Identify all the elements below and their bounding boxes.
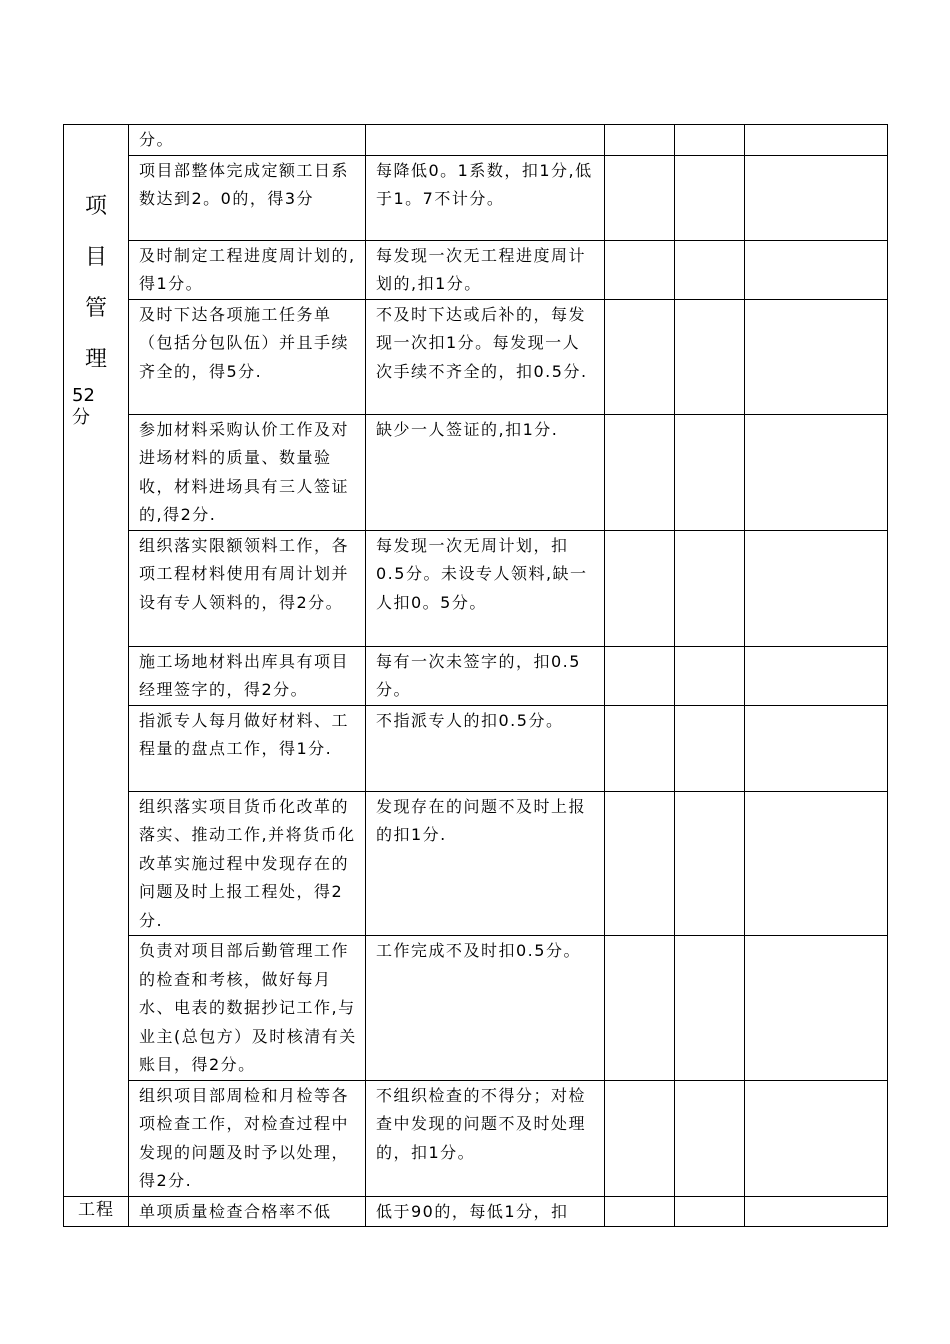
score-cell [675,125,745,156]
table-row [64,240,888,299]
standard-cell: 及时下达各项施工任务单（包括分包队伍）并且手续齐全的，得5分. [129,299,366,414]
table-row [64,705,888,791]
score-cell [675,1196,745,1227]
remark-cell [745,936,888,1081]
score-cell [605,530,675,646]
deduction-cell: 缺少一人签证的,扣1分. [366,414,605,530]
table-row [64,414,888,530]
score-cell [675,530,745,646]
category-score: 52 分 [72,385,95,428]
deduction-cell: 每发现一次无周计划，扣0.5分。未设专人领料,缺一人扣0。5分。 [366,530,605,646]
deduction-cell: 低于90的，每低1分，扣 [366,1196,605,1227]
standard-cell: 单项质量检查合格率不低 [129,1196,366,1227]
remark-cell [745,125,888,156]
deduction-cell [366,125,605,156]
standard-cell: 指派专人每月做好材料、工程量的盘点工作，得1分. [129,705,366,791]
score-cell [675,155,745,240]
standard-cell: 施工场地材料出库具有项目经理签字的，得2分。 [129,646,366,705]
standard-cell: 组织落实限额领料工作，各项工程材料使用有周计划并设有专人领料的，得2分。 [129,530,366,646]
score-cell [605,646,675,705]
category-cell [64,125,129,1197]
standard-cell: 组织落实项目货币化改革的落实、推动工作,并将货币化改革实施过程中发现存在的问题及时上报工程处，得2分. [129,791,366,936]
remark-cell [745,299,888,414]
score-cell [605,1196,675,1227]
deduction-cell: 不及时下达或后补的，每发现一次扣1分。每发现一人次手续不齐全的，扣0.5分. [366,299,605,414]
standard-cell: 及时制定工程进度周计划的,得1分。 [129,240,366,299]
table-row [64,155,888,240]
remark-cell [745,414,888,530]
standard-cell: 分。 [129,125,366,156]
remark-cell [745,791,888,936]
score-cell [605,240,675,299]
standard-cell: 负责对项目部后勤管理工作的检查和考核，做好每月水、电表的数据抄记工作,与业主(总包方）及时核清有关账目，得2分。 [129,936,366,1081]
score-cell [605,791,675,936]
score-cell [675,1080,745,1196]
score-cell [675,299,745,414]
score-cell [675,240,745,299]
standard-cell: 组织项目部周检和月检等各项检查工作，对检查过程中发现的问题及时予以处理，得2分. [129,1080,366,1196]
table-row [64,936,888,1081]
remark-cell [745,155,888,240]
deduction-cell: 每有一次未签字的，扣0.5分。 [366,646,605,705]
remark-cell [745,646,888,705]
score-cell [605,414,675,530]
score-cell [675,646,745,705]
deduction-cell: 每降低0。1系数，扣1分,低于1。7不计分。 [366,155,605,240]
score-cell [605,936,675,1081]
table-row [64,791,888,936]
assessment-table [63,124,888,1227]
next-category-cell: 工程 [64,1196,129,1227]
score-cell [675,705,745,791]
score-cell [605,155,675,240]
score-cell [675,791,745,936]
remark-cell [745,705,888,791]
score-cell [605,705,675,791]
remark-cell [745,1080,888,1196]
table-row [64,646,888,705]
deduction-cell: 工作完成不及时扣0.5分。 [366,936,605,1081]
score-cell [675,936,745,1081]
standard-cell: 参加材料采购认价工作及对进场材料的质量、数量验收，材料进场具有三人签证的,得2分. [129,414,366,530]
remark-cell [745,530,888,646]
table-row [64,1080,888,1196]
category-title: 项 目 管 理 [84,194,107,372]
remark-cell [745,240,888,299]
deduction-cell: 不组织检查的不得分；对检查中发现的问题不及时处理的，扣1分。 [366,1080,605,1196]
score-cell [605,1080,675,1196]
score-cell [675,414,745,530]
table-row [64,125,888,156]
deduction-cell: 不指派专人的扣0.5分。 [366,705,605,791]
deduction-cell: 每发现一次无工程进度周计划的,扣1分。 [366,240,605,299]
score-cell [605,125,675,156]
remark-cell [745,1196,888,1227]
score-cell [605,299,675,414]
table-row [64,1196,888,1227]
deduction-cell: 发现存在的问题不及时上报的扣1分. [366,791,605,936]
standard-cell: 项目部整体完成定额工日系数达到2。0的，得3分 [129,155,366,240]
assessment-table-page [63,124,887,1227]
table-row [64,530,888,646]
table-row [64,299,888,414]
